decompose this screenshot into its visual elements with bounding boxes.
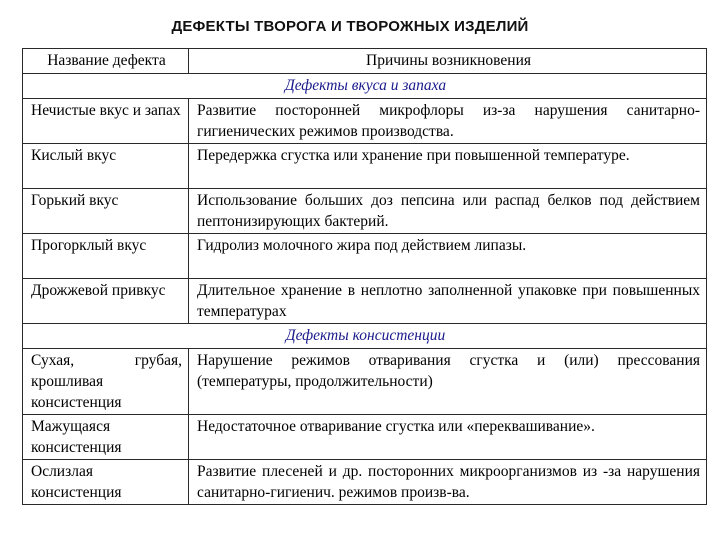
section-header-taste	[23, 74, 707, 99]
defect-name: Мажущаяся консистенция	[23, 415, 189, 460]
section-header-consistency	[23, 324, 707, 349]
defect-name: Ослизлая консистенция	[23, 460, 189, 505]
table-row	[23, 99, 707, 144]
header-causes: Причины возникновения	[189, 49, 707, 74]
defect-name: Кислый вкус	[23, 144, 189, 189]
defect-cause: Нарушение режимов отваривания сгустка и (или) прессования (температуры, продолжительности)	[189, 349, 707, 415]
defect-name: Прогорклый вкус	[23, 234, 189, 279]
table-row	[23, 234, 707, 279]
defect-cause: Развитие плесеней и др. посторонних микроорганизмов из -за нарушения санитарно-гигиенич. режимов произв-ва.	[189, 460, 707, 505]
table-row	[23, 415, 707, 460]
table-row	[23, 460, 707, 505]
table-row	[23, 279, 707, 324]
defect-cause: Использование больших доз пепсина или распад белков под действием пептонизирующих бактерий.	[189, 189, 707, 234]
defect-name: Горький вкус	[23, 189, 189, 234]
section-title-taste: Дефекты вкуса и запаха	[23, 74, 707, 99]
defect-cause: Передержка сгустка или хранение при повышенной температуре.	[189, 144, 707, 189]
defects-table	[22, 48, 707, 505]
header-defect-name: Название дефекта	[23, 49, 189, 74]
table-row	[23, 189, 707, 234]
page-title: ДЕФЕКТЫ ТВОРОГА И ТВОРОЖНЫХ ИЗДЕЛИЙ	[171, 18, 529, 35]
table-row	[23, 349, 707, 415]
section-title-consistency: Дефекты консистенции	[23, 324, 707, 349]
defect-cause: Гидролиз молочного жира под действием липазы.	[189, 234, 707, 279]
table-row	[23, 144, 707, 189]
table-header-row	[23, 49, 707, 74]
defect-cause: Длительное хранение в неплотно заполненной упаковке при повышенных температурах	[189, 279, 707, 324]
defect-cause: Развитие посторонней микрофлоры из-за нарушения санитарно-гигиенических режимов производства.	[189, 99, 707, 144]
defect-cause: Недостаточное отваривание сгустка или «переквашивание».	[189, 415, 707, 460]
defect-name: Сухая, грубая, крошливая консистенция	[23, 349, 189, 415]
defect-name: Дрожжевой привкус	[23, 279, 189, 324]
defect-name: Нечистые вкус и запах	[23, 99, 189, 144]
